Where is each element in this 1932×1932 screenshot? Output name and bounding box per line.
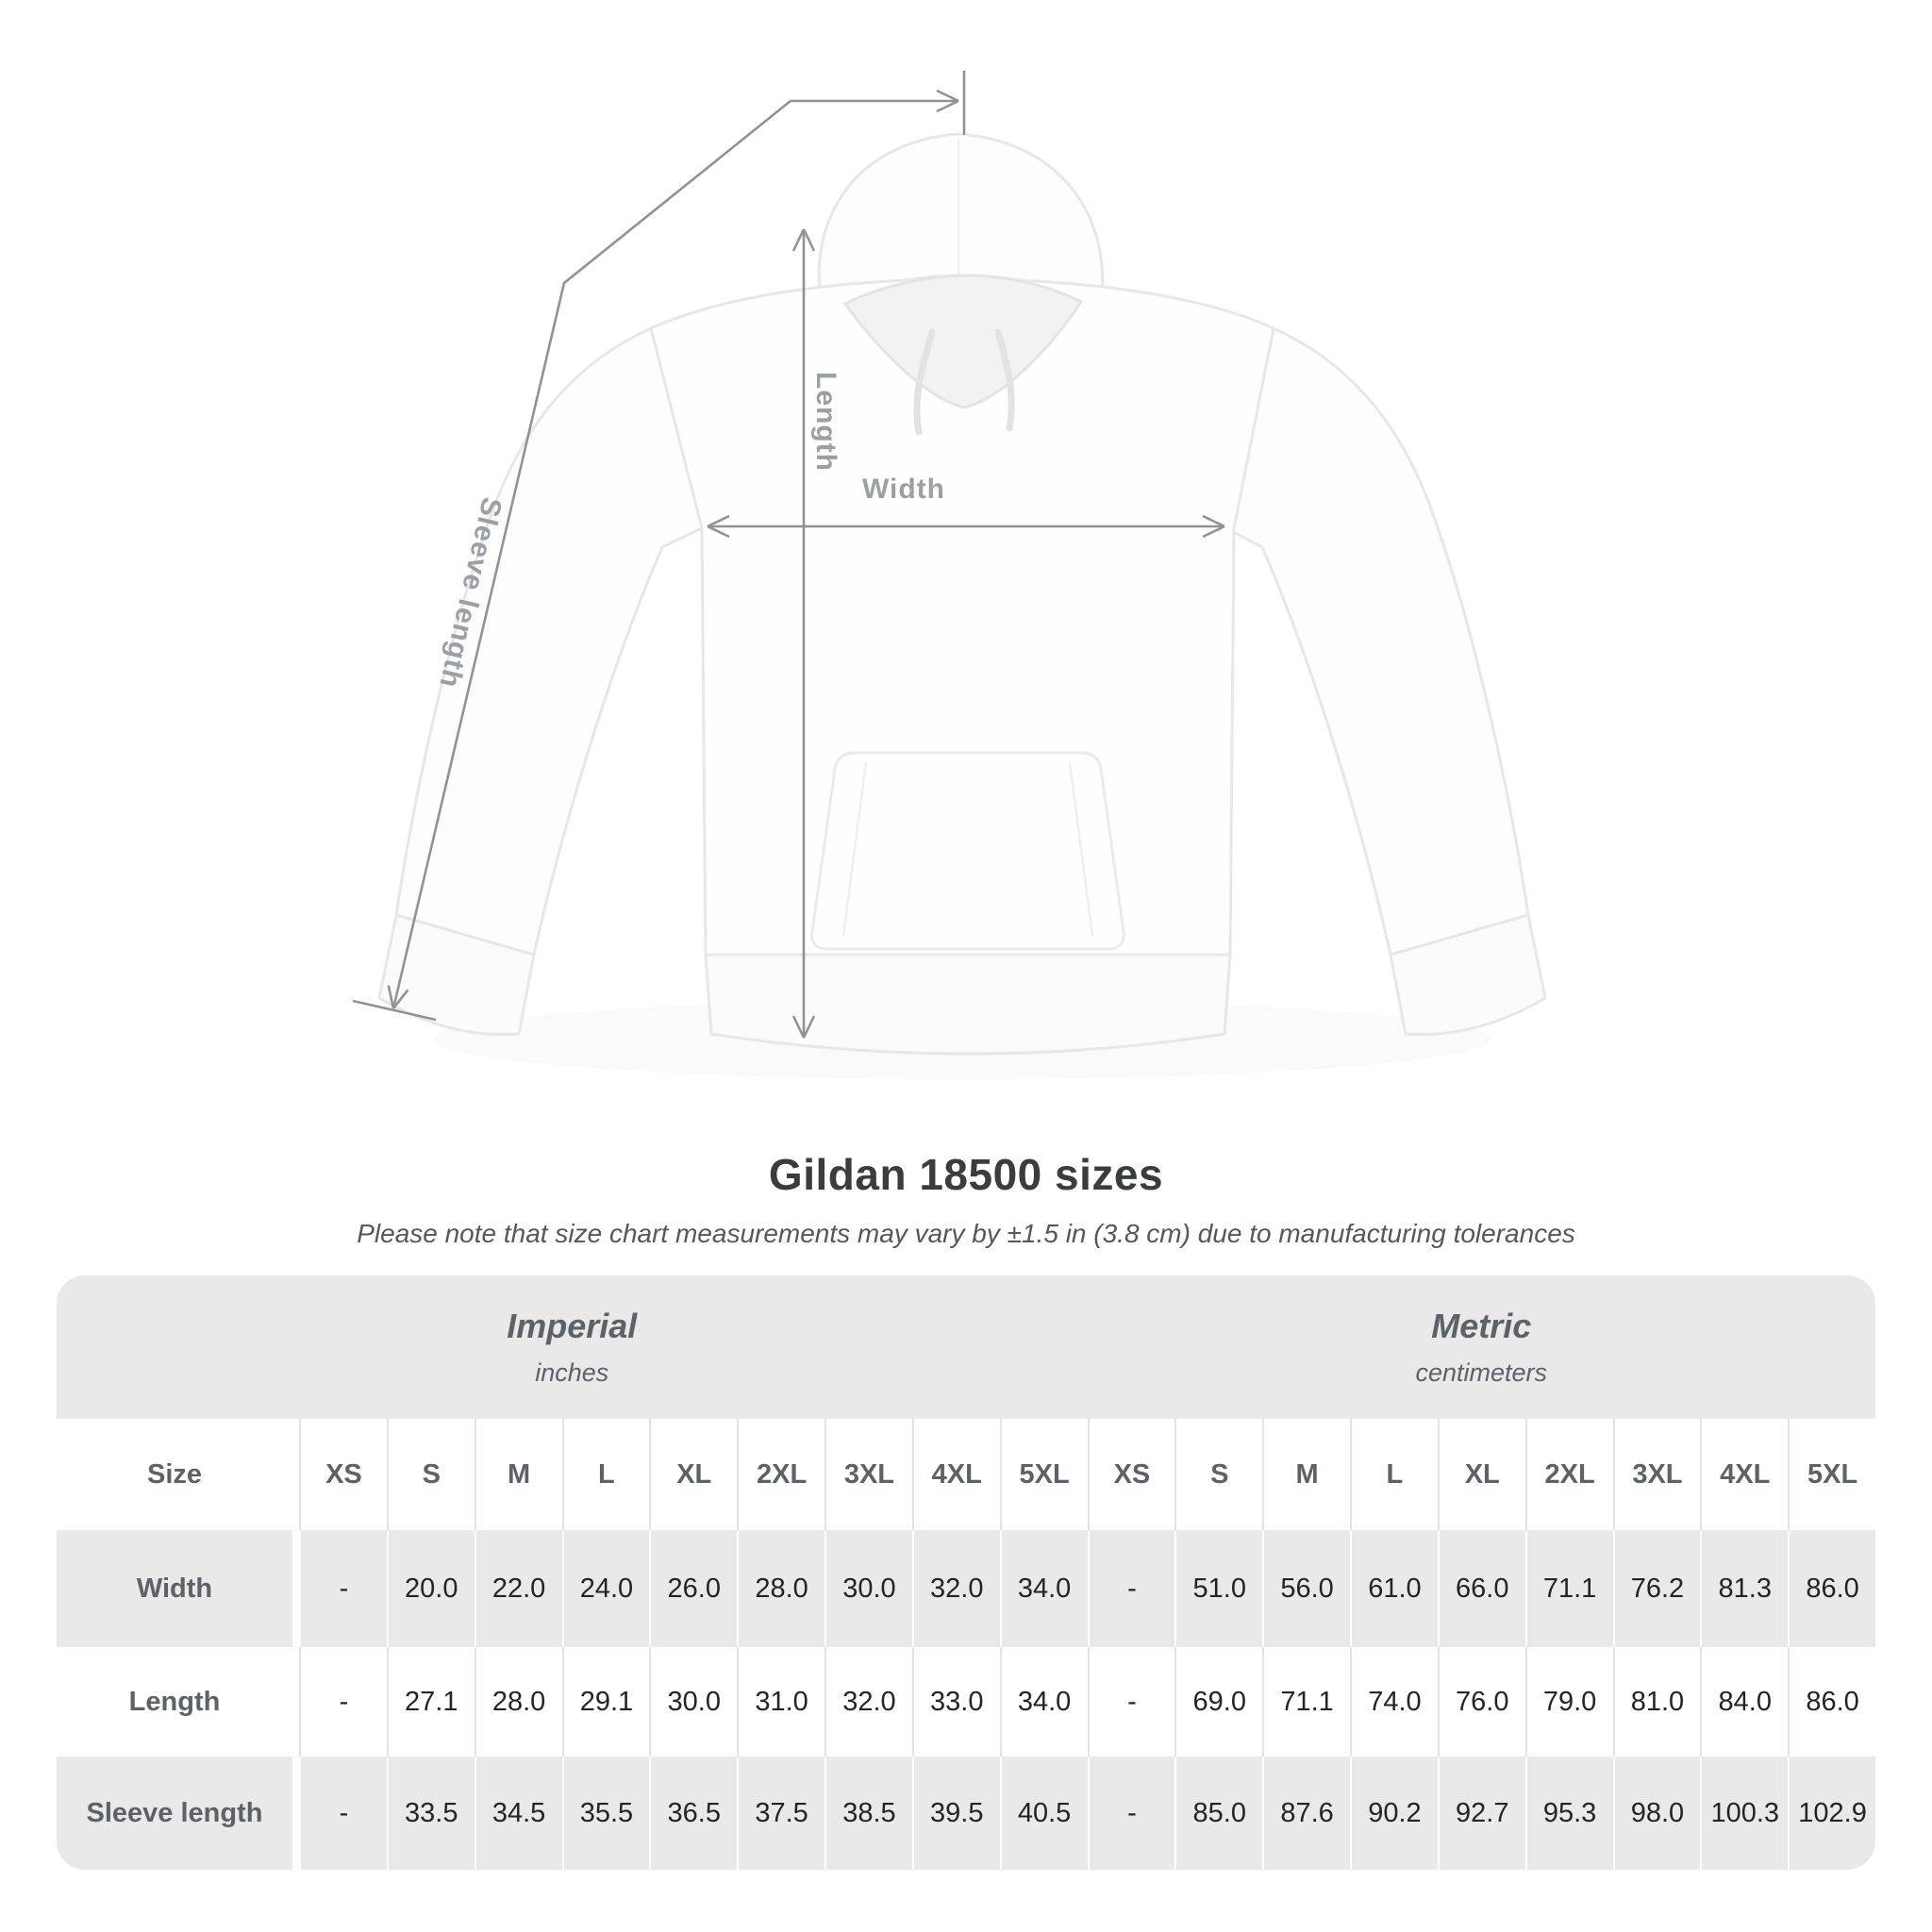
sleeve-imperial-s: 33.5 bbox=[387, 1757, 475, 1870]
col-header-imperial-m: M bbox=[475, 1419, 562, 1530]
sleeve-imperial-l: 35.5 bbox=[562, 1757, 650, 1870]
sleeve-metric-4xl: 100.3 bbox=[1700, 1757, 1788, 1870]
length-imperial-xs: - bbox=[299, 1647, 387, 1757]
col-header-metric-xs: XS bbox=[1088, 1419, 1175, 1530]
col-header-metric-4xl: 4XL bbox=[1700, 1419, 1788, 1530]
width-imperial-s: 20.0 bbox=[387, 1530, 475, 1647]
length-label: Length bbox=[810, 372, 842, 472]
sleeve-imperial-xl: 36.5 bbox=[649, 1757, 737, 1870]
width-imperial-4xl: 32.0 bbox=[912, 1530, 1000, 1647]
sleeve-length-label: Sleeve length bbox=[433, 494, 508, 691]
metric-band-label: Metric bbox=[1431, 1307, 1532, 1345]
length-metric-2xl: 79.0 bbox=[1525, 1647, 1613, 1757]
sleeve-metric-l: 90.2 bbox=[1350, 1757, 1438, 1870]
col-header-metric-s: S bbox=[1174, 1419, 1262, 1530]
width-metric-s: 51.0 bbox=[1174, 1530, 1262, 1647]
length-imperial-3xl: 32.0 bbox=[824, 1647, 912, 1757]
sleeve-metric-xl: 92.7 bbox=[1438, 1757, 1525, 1870]
width-imperial-5xl: 34.0 bbox=[1000, 1530, 1088, 1647]
length-metric-m: 71.1 bbox=[1262, 1647, 1350, 1757]
width-metric-3xl: 76.2 bbox=[1613, 1530, 1701, 1647]
sleeve-metric-m: 87.6 bbox=[1262, 1757, 1350, 1870]
col-header-imperial-s: S bbox=[387, 1419, 475, 1530]
row-label-width: Width bbox=[57, 1530, 292, 1647]
row-label-length: Length bbox=[57, 1647, 292, 1757]
width-metric-xs: - bbox=[1088, 1530, 1175, 1647]
length-imperial-2xl: 31.0 bbox=[737, 1647, 824, 1757]
column-gutter bbox=[292, 1647, 299, 1757]
col-header-metric-xl: XL bbox=[1438, 1419, 1525, 1530]
hem-band bbox=[706, 955, 1230, 1054]
page-title: Gildan 18500 sizes bbox=[768, 1150, 1164, 1199]
sleeve-metric-2xl: 95.3 bbox=[1525, 1757, 1613, 1870]
col-header-imperial-3xl: 3XL bbox=[824, 1419, 912, 1530]
width-metric-l: 61.0 bbox=[1350, 1530, 1438, 1647]
sleeve-metric-xs: - bbox=[1088, 1757, 1175, 1870]
col-header-metric-m: M bbox=[1262, 1419, 1350, 1530]
sleeve-imperial-m: 34.5 bbox=[475, 1757, 562, 1870]
column-gutter bbox=[292, 1757, 299, 1870]
width-metric-xl: 66.0 bbox=[1438, 1530, 1525, 1647]
length-metric-5xl: 86.0 bbox=[1788, 1647, 1875, 1757]
col-header-metric-3xl: 3XL bbox=[1613, 1419, 1701, 1530]
width-imperial-2xl: 28.0 bbox=[737, 1530, 824, 1647]
width-imperial-xl: 26.0 bbox=[649, 1530, 737, 1647]
length-metric-xl: 76.0 bbox=[1438, 1647, 1525, 1757]
length-metric-3xl: 81.0 bbox=[1613, 1647, 1701, 1757]
width-imperial-3xl: 30.0 bbox=[824, 1530, 912, 1647]
row-label-sleeve-length: Sleeve length bbox=[57, 1757, 292, 1870]
col-header-metric-2xl: 2XL bbox=[1525, 1419, 1613, 1530]
sleeve-metric-s: 85.0 bbox=[1174, 1757, 1262, 1870]
metric-band-sublabel: centimeters bbox=[1415, 1358, 1548, 1387]
length-metric-4xl: 84.0 bbox=[1700, 1647, 1788, 1757]
length-imperial-5xl: 34.0 bbox=[1000, 1647, 1088, 1757]
kangaroo-pocket bbox=[812, 753, 1124, 949]
width-metric-5xl: 86.0 bbox=[1788, 1530, 1875, 1647]
length-imperial-l: 29.1 bbox=[562, 1647, 650, 1757]
length-metric-xs: - bbox=[1088, 1647, 1175, 1757]
width-metric-4xl: 81.3 bbox=[1700, 1530, 1788, 1647]
left-sleeve bbox=[396, 328, 706, 955]
width-metric-m: 56.0 bbox=[1262, 1530, 1350, 1647]
width-metric-2xl: 71.1 bbox=[1525, 1530, 1613, 1647]
col-header-imperial-xl: XL bbox=[649, 1419, 737, 1530]
size-table bbox=[57, 1275, 1875, 1870]
sleeve-imperial-5xl: 40.5 bbox=[1000, 1757, 1088, 1870]
length-metric-l: 74.0 bbox=[1350, 1647, 1438, 1757]
imperial-band bbox=[57, 1275, 1088, 1419]
col-header-imperial-xs: XS bbox=[299, 1419, 387, 1530]
col-header-metric-5xl: 5XL bbox=[1788, 1419, 1875, 1530]
length-imperial-m: 28.0 bbox=[475, 1647, 562, 1757]
sleeve-imperial-4xl: 39.5 bbox=[912, 1757, 1000, 1870]
col-header-metric-l: L bbox=[1350, 1419, 1438, 1530]
page-subtitle: Please note that size chart measurements may vary by ±1.5 in (3.8 cm) due to manufacturing tolerances bbox=[357, 1219, 1575, 1248]
width-imperial-l: 24.0 bbox=[562, 1530, 650, 1647]
width-imperial-xs: - bbox=[299, 1530, 387, 1647]
length-imperial-xl: 30.0 bbox=[649, 1647, 737, 1757]
sleeve-imperial-xs: - bbox=[299, 1757, 387, 1870]
right-sleeve bbox=[1223, 328, 1528, 955]
col-header-imperial-4xl: 4XL bbox=[912, 1419, 1000, 1530]
sleeve-metric-3xl: 98.0 bbox=[1613, 1757, 1701, 1870]
length-imperial-s: 27.1 bbox=[387, 1647, 475, 1757]
width-imperial-m: 22.0 bbox=[475, 1530, 562, 1647]
length-imperial-4xl: 33.0 bbox=[912, 1647, 1000, 1757]
sleeve-imperial-2xl: 37.5 bbox=[737, 1757, 824, 1870]
sleeve-metric-5xl: 102.9 bbox=[1788, 1757, 1875, 1870]
width-label: Width bbox=[861, 474, 946, 505]
col-header-imperial-l: L bbox=[562, 1419, 650, 1530]
col-header-imperial-2xl: 2XL bbox=[737, 1419, 824, 1530]
imperial-band-sublabel: inches bbox=[535, 1358, 609, 1387]
sleeve-imperial-3xl: 38.5 bbox=[824, 1757, 912, 1870]
metric-band bbox=[1088, 1275, 1876, 1419]
length-metric-s: 69.0 bbox=[1174, 1647, 1262, 1757]
column-gutter bbox=[292, 1530, 299, 1647]
col-header-imperial-5xl: 5XL bbox=[1000, 1419, 1088, 1530]
imperial-band-label: Imperial bbox=[507, 1307, 638, 1345]
column-gutter bbox=[292, 1419, 299, 1530]
size-column-header: Size bbox=[57, 1419, 292, 1530]
